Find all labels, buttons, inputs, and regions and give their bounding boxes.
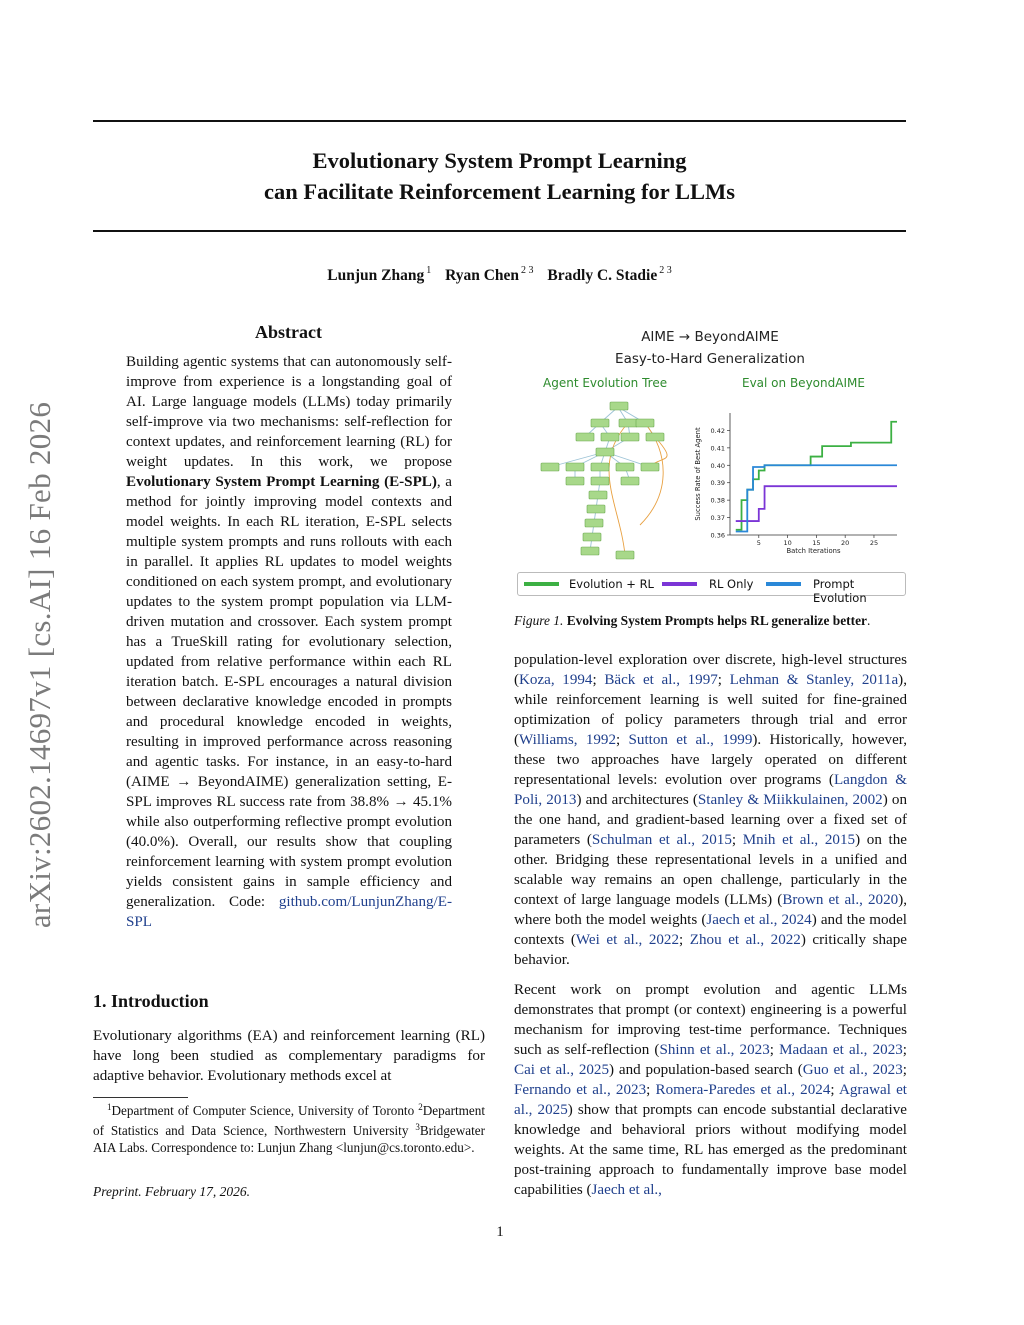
- body-text: ;: [616, 732, 629, 748]
- body-text: ) and architectures (: [576, 792, 698, 808]
- citation-link[interactable]: Langdon & Poli, 2013: [514, 772, 907, 808]
- tree-node: [616, 463, 634, 471]
- legend-swatch-prompt-evolution: [766, 582, 801, 586]
- legend-swatch-rl-only: [662, 582, 697, 586]
- citation-link[interactable]: Brown et al., 2020: [782, 892, 899, 908]
- y-tick-label: 0.39: [710, 479, 725, 488]
- preprint-note: Preprint. February 17, 2026.: [93, 1184, 250, 1199]
- y-axis-label: Success Rate of Best Agent: [694, 427, 702, 521]
- body-text: ) on the other. Bridging these representational levels in a unified and scalable way remains an open challenge, particularly in the context of large language models (LLMs) (: [514, 832, 907, 908]
- tree-subtitle: Agent Evolution Tree: [543, 376, 668, 390]
- citation-link[interactable]: Wei et al., 2022: [575, 932, 680, 948]
- footnote-rule: [93, 1097, 188, 1098]
- caption-text: Evolving System Prompts helps RL generalize better: [566, 613, 867, 628]
- legend-label-prompt-evolution: Prompt Evolution: [813, 577, 867, 605]
- tree-node: [616, 551, 634, 559]
- citation-link[interactable]: Schulman et al., 2015: [591, 832, 732, 848]
- abstract-text-2: , a method for jointly improving model contexts and model weights. In each RL iteration, E-SPL selects multiple system prompts and runs rollouts with each in parallel. It applies RL updates to model weights conditioned on each system prompt, and evolutionary updates to the system prompt population via LLM-driven mutation and crossover. Each system prompt has a TrueSkill rating for evolutionary selection, updated from relative performance within each RL iteration batch. E-SPL encourages a natural division between declarative knowledge encoded in prompts and procedural knowledge encoded in weights, resulting in improved performance across reasoning and agentic tasks. For instance, in an easy-to-hard (AIME → BeyondAIME) generalization setting, E-SPL improves RL success rate from 38.8% → 45.1% while also outperforming reflective prompt evolution (40.0%). Overall, our results show that coupling reinforcement learning with system prompt evolution yields consistent gains in sample efficiency and generalization. Code:: [126, 474, 453, 910]
- chart-subtitle: Eval on BeyondAIME: [742, 376, 865, 390]
- body-text: ;: [646, 1082, 656, 1098]
- x-axis-label: Batch Iterations: [786, 547, 841, 555]
- body-text: ;: [731, 832, 743, 848]
- citation-link[interactable]: Shinn et al., 2023: [659, 1042, 770, 1058]
- tree-node: [591, 419, 609, 427]
- tree-node: [610, 402, 628, 410]
- body-text: ), where both the model weights (: [514, 892, 907, 928]
- x-tick-label: 10: [783, 539, 792, 547]
- intro-paragraph: Evolutionary algorithms (EA) and reinforcement learning (RL) have long been studied as complementary paradigms for adaptive behavior. Evolutionary methods excel at: [93, 1028, 485, 1084]
- tree-node: [619, 419, 637, 427]
- tree-node: [576, 433, 594, 441]
- x-tick-label: 25: [869, 539, 879, 547]
- arxiv-id: arXiv:2602.14697v1 [cs.AI] 16 Feb 2026: [22, 401, 57, 929]
- right-paragraph-1: [514, 650, 907, 970]
- title-line-1: Evolutionary System Prompt Learning: [312, 148, 687, 173]
- tree-node: [646, 433, 664, 441]
- body-text: ;: [830, 1082, 839, 1098]
- citation-link[interactable]: Mnih et al., 2015: [742, 832, 856, 848]
- body-text: ;: [592, 672, 605, 688]
- agent-evolution-tree: [530, 395, 690, 570]
- tree-node: [541, 463, 559, 471]
- x-tick-label: 5: [756, 539, 761, 547]
- citation-link[interactable]: Cai et al., 2025: [514, 1062, 610, 1078]
- citation-link[interactable]: Koza, 1994: [519, 672, 593, 688]
- tree-node: [621, 433, 639, 441]
- title-bottom-rule: [93, 230, 906, 232]
- body-text: ) and population-based search (: [609, 1062, 803, 1078]
- citation-link[interactable]: Sutton et al., 1999: [628, 732, 753, 748]
- x-tick-label: 15: [812, 539, 821, 547]
- author: Bradly C. Stadie $^{2 3}$: [547, 265, 672, 284]
- x-tick-label: 20: [841, 539, 850, 547]
- citation-link[interactable]: Zhou et al., 2022: [689, 932, 801, 948]
- y-tick-label: 0.40: [710, 461, 725, 470]
- citation-link[interactable]: Williams, 1992: [519, 732, 617, 748]
- abstract-text-1: Building agentic systems that can autonomously self-improve from experience is a longstanding goal of AI. Large language models (LLMs) today primarily self-improve via two mechanisms: self-reflection for context updates, and reinforcement learning (RL) for weight updates. In this work, we propose: [126, 354, 452, 470]
- citation-link[interactable]: Stanley & Miikkulainen, 2002: [697, 792, 883, 808]
- citation-link[interactable]: Jaech et al.,: [591, 1182, 662, 1198]
- affiliation-2: Department of Statistics and Data Science, Northwestern University: [93, 1103, 486, 1138]
- y-tick-label: 0.38: [710, 496, 725, 505]
- body-text: ) critically shape behavior.: [514, 932, 907, 968]
- y-tick-label: 0.41: [710, 444, 725, 453]
- citation-link[interactable]: Madaan et al., 2023: [779, 1042, 903, 1058]
- abstract-body: [126, 352, 452, 932]
- figure-title-2: Easy-to-Hard Generalization: [615, 351, 805, 367]
- tree-node: [581, 547, 599, 555]
- citation-link[interactable]: Romera-Paredes et al., 2024: [655, 1082, 831, 1098]
- body-text: ), while reinforcement learning is well suited for fine-grained optimization of policy parameters through trial and error (: [514, 672, 907, 748]
- series-line-prompt-evolution: [736, 465, 897, 531]
- chart-legend: [517, 572, 906, 605]
- tree-node: [583, 533, 601, 541]
- body-text: ) on the one hand, and gradient-based learning over a fixed set of parameters (: [514, 792, 907, 848]
- legend-swatch-evolution-rl: [524, 582, 559, 586]
- citation-link[interactable]: Jaech et al., 2024: [706, 912, 812, 928]
- arxiv-watermark: [18, 375, 62, 955]
- paper-title: [93, 145, 906, 207]
- affiliation-1: Department of Computer Science, University of Toronto: [111, 1103, 415, 1118]
- body-text: population-level exploration over discrete, high-level structures (: [514, 652, 907, 688]
- body-text: ). Historically, however, these two approaches have largely operated on different representational levels: evolution over programs (: [514, 732, 907, 788]
- citation-link[interactable]: Lehman & Stanley, 2011a: [729, 672, 899, 688]
- figure-title-1: AIME → BeyondAIME: [641, 329, 779, 345]
- caption-label: Figure 1.: [514, 613, 564, 628]
- body-text: ) show that prompts can encode substantial declarative knowledge and behavioral priors without modifying model weights. At the same time, RL has emerged as the predominant post-training approach to fundamentally improve base model capabilities (: [514, 1102, 908, 1198]
- tree-node: [591, 463, 609, 471]
- author: Ryan Chen $^{2 3}$: [445, 265, 534, 284]
- author: Lunjun Zhang $^1$: [327, 265, 432, 284]
- tree-node: [636, 419, 654, 427]
- legend-label-evolution-rl: Evolution + RL: [569, 577, 654, 591]
- y-tick-label: 0.42: [710, 426, 725, 435]
- tree-node: [566, 477, 584, 485]
- section-heading-introduction: 1. Introduction: [93, 991, 209, 1011]
- body-text: ;: [679, 932, 690, 948]
- tree-node: [591, 477, 609, 485]
- citation-link[interactable]: Agrawal et al., 2025: [514, 1082, 907, 1118]
- right-paragraph-2: [514, 980, 907, 1200]
- series-line-rl-only: [736, 486, 897, 521]
- line-chart: [690, 405, 905, 560]
- code-link[interactable]: github.com/LunjunZhang/E-SPL: [126, 894, 452, 930]
- citation-link[interactable]: Guo et al., 2023: [802, 1062, 903, 1078]
- body-text: ;: [717, 672, 730, 688]
- citation-link[interactable]: Bäck et al., 1997: [604, 672, 718, 688]
- figure-caption: Figure 1. Evolving System Prompts helps RL generalize better.: [514, 613, 871, 628]
- author-list: [93, 265, 906, 285]
- tree-node: [601, 433, 619, 441]
- tree-node: [587, 505, 605, 513]
- tree-node: [589, 491, 607, 499]
- tree-node: [621, 477, 639, 485]
- body-text: ;: [902, 1062, 907, 1078]
- affiliation-3: Bridgewater AIA Labs. Correspondence to: Lunjun Zhang <lunjun@cs.toronto.edu>.: [93, 1123, 485, 1155]
- tree-node: [585, 519, 603, 527]
- tree-node: [596, 448, 614, 456]
- method-name: Evolutionary System Prompt Learning (E-SPL): [126, 474, 437, 490]
- series-line-evolution-rl: [736, 422, 897, 530]
- body-text: ;: [902, 1042, 907, 1058]
- tree-node: [641, 463, 659, 471]
- page-number: 1: [496, 1224, 504, 1240]
- title-line-2: can Facilitate Reinforcement Learning for LLMs: [264, 179, 735, 204]
- legend-label-rl-only: RL Only: [709, 577, 754, 591]
- body-text: ) and the model contexts (: [514, 912, 907, 948]
- tree-node: [566, 463, 584, 471]
- citation-link[interactable]: Fernando et al., 2023: [514, 1082, 647, 1098]
- y-tick-label: 0.36: [710, 531, 725, 540]
- top-rule: [93, 120, 906, 122]
- abstract-heading: Abstract: [255, 322, 322, 342]
- footnote: $^1$Department of Computer Science, University of Toronto $^2$Department of Statistics and Data Science, Northwestern University $^3$Bridgewater AIA Labs. Correspondence to: Lunjun Zhang <lunjun@cs.toronto.edu>.: [93, 1102, 486, 1155]
- body-text: Recent work on prompt evolution and agentic LLMs demonstrates that prompt (or context) engineering is a powerful mechanism for improving test-time performance. Techniques such as self-reflection (: [514, 982, 907, 1058]
- body-text: ;: [769, 1042, 780, 1058]
- y-tick-label: 0.37: [710, 514, 725, 523]
